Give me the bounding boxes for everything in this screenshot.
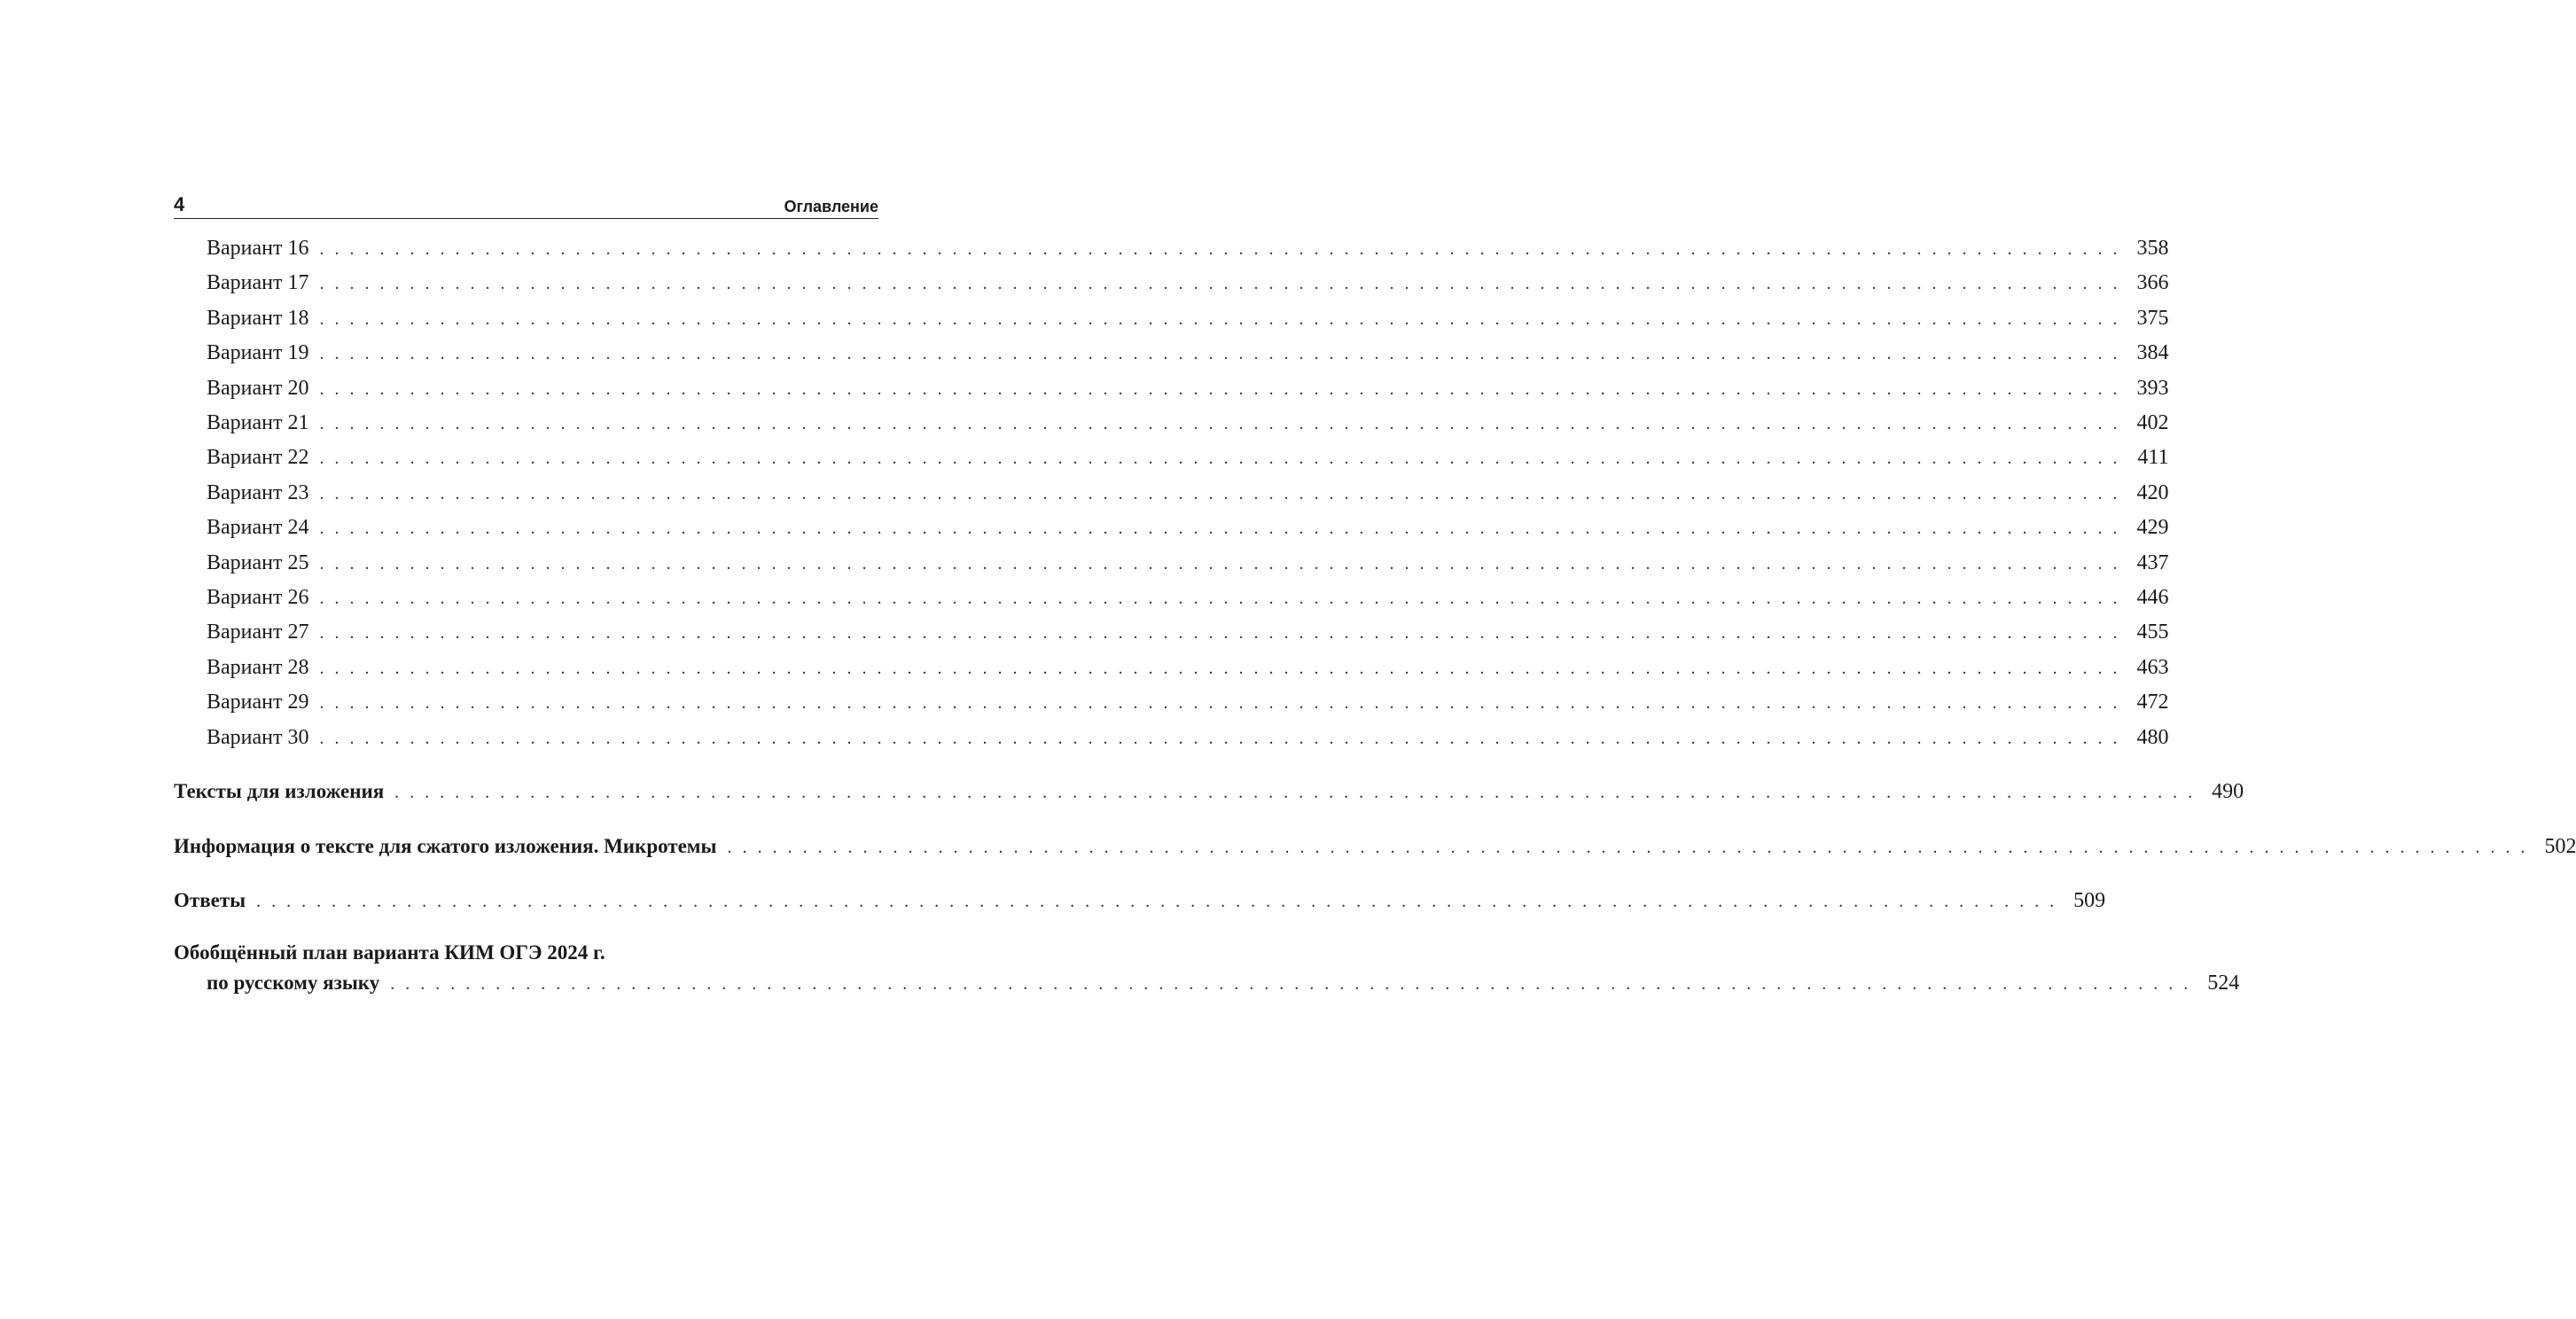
leader-dots: ........................................................................................................................ bbox=[319, 449, 2128, 469]
toc-entry-label: Обобщённый план варианта КИМ ОГЭ 2024 г. bbox=[174, 941, 605, 964]
toc-page-number: 446 bbox=[2136, 586, 2169, 610]
variant-list bbox=[174, 231, 2169, 755]
toc-page-number: 402 bbox=[2136, 411, 2169, 435]
toc-entry-label: Вариант 28 bbox=[207, 655, 309, 679]
toc-entry-variant[interactable] bbox=[174, 685, 2169, 720]
toc-entry-label: Вариант 27 bbox=[207, 620, 309, 644]
leader-dots: ........................................................................................................................ bbox=[319, 728, 2128, 748]
toc-entry-variant[interactable] bbox=[174, 651, 2169, 685]
leader-dots: ........................................................................................................................ bbox=[727, 837, 2536, 857]
toc-page-number: 455 bbox=[2136, 620, 2169, 644]
toc-entry-variant[interactable] bbox=[174, 336, 2169, 371]
toc-page-number: 463 bbox=[2136, 655, 2169, 679]
toc-entry-variant[interactable] bbox=[174, 371, 2169, 406]
toc-page-number: 420 bbox=[2136, 480, 2169, 504]
toc-page-number: 490 bbox=[2212, 780, 2244, 804]
running-header bbox=[174, 190, 878, 219]
toc-entry-label: Ответы bbox=[174, 888, 246, 911]
leader-dots: ........................................................................................................................ bbox=[319, 623, 2128, 644]
toc-entry-variant[interactable] bbox=[174, 476, 2169, 511]
toc-entry-label: Вариант 20 bbox=[207, 376, 309, 400]
toc-page-number: 480 bbox=[2136, 725, 2169, 749]
toc-entry-label: Вариант 25 bbox=[207, 550, 309, 574]
toc-entry-label: Вариант 21 bbox=[207, 411, 309, 435]
leader-dots: ........................................................................................................................ bbox=[319, 379, 2128, 399]
leader-dots: ........................................................................................................................ bbox=[319, 414, 2128, 434]
toc-page-number: 411 bbox=[2137, 446, 2169, 470]
toc-page-number: 502 bbox=[2544, 834, 2576, 858]
toc-page-number: 437 bbox=[2136, 550, 2169, 574]
toc-page-number: 429 bbox=[2136, 516, 2169, 540]
leader-dots: ........................................................................................................................ bbox=[256, 891, 2065, 911]
toc-entry-section[interactable] bbox=[174, 775, 2244, 809]
toc-entry-label: Вариант 30 bbox=[207, 725, 309, 749]
toc-entry-variant[interactable] bbox=[174, 301, 2169, 336]
toc-page-number: 393 bbox=[2136, 376, 2169, 400]
toc-entry-variant[interactable] bbox=[174, 615, 2169, 650]
toc-entry-label: Тексты для изложения bbox=[174, 780, 385, 803]
leader-dots: ........................................................................................................................ bbox=[319, 274, 2128, 294]
leader-dots: ........................................................................................................................ bbox=[319, 344, 2128, 364]
toc-entry-variant[interactable] bbox=[174, 511, 2169, 545]
leader-dots: ........................................................................................................................ bbox=[319, 519, 2128, 539]
toc-entry-variant[interactable] bbox=[174, 406, 2169, 441]
toc-entry-section[interactable] bbox=[174, 830, 2576, 864]
toc-page-number: 472 bbox=[2136, 691, 2169, 714]
toc-entry-variant[interactable] bbox=[174, 546, 2169, 581]
toc-entry-final-continued[interactable] bbox=[174, 968, 2240, 999]
toc-entry-label: Вариант 23 bbox=[207, 480, 309, 504]
leader-dots: ........................................................................................................................ bbox=[394, 783, 2204, 803]
leader-dots: ........................................................................................................................ bbox=[319, 483, 2128, 503]
toc-entry-variant[interactable] bbox=[174, 721, 2169, 755]
toc-entry-label: Вариант 22 bbox=[207, 446, 309, 470]
leader-dots: ........................................................................................................................ bbox=[319, 658, 2128, 678]
section-list bbox=[174, 755, 2576, 918]
leader-dots: ........................................................................................................................ bbox=[319, 308, 2128, 329]
toc-entry-label: Вариант 29 bbox=[207, 691, 309, 714]
toc-page-number: 509 bbox=[2073, 888, 2106, 912]
table-of-contents bbox=[174, 231, 2576, 999]
leader-dots: ........................................................................................................................ bbox=[390, 974, 2199, 995]
toc-entry-label: Информация о тексте для сжатого изложения. Микротемы bbox=[174, 834, 717, 857]
toc-entry-variant[interactable] bbox=[174, 581, 2169, 615]
toc-entry-label: Вариант 17 bbox=[207, 271, 309, 295]
running-title: Оглавление bbox=[784, 198, 878, 215]
toc-entry-final[interactable] bbox=[174, 938, 878, 968]
toc-page-number: 524 bbox=[2207, 972, 2240, 995]
toc-entry-label: Вариант 16 bbox=[207, 237, 309, 260]
leader-dots: ........................................................................................................................ bbox=[319, 239, 2128, 259]
toc-page-number: 375 bbox=[2136, 306, 2169, 330]
toc-page-number: 358 bbox=[2136, 237, 2169, 260]
toc-entry-variant[interactable] bbox=[174, 441, 2169, 475]
toc-entry-variant[interactable] bbox=[174, 231, 2169, 266]
toc-entry-variant[interactable] bbox=[174, 266, 2169, 300]
toc-entry-label: Вариант 19 bbox=[207, 341, 309, 365]
toc-entry-label: Вариант 24 bbox=[207, 516, 309, 540]
toc-entry-label: по русскому языку bbox=[207, 972, 380, 995]
leader-dots: ........................................................................................................................ bbox=[319, 553, 2128, 574]
leader-dots: ........................................................................................................................ bbox=[319, 693, 2128, 714]
page-number: 4 bbox=[174, 193, 185, 215]
toc-page-number: 366 bbox=[2136, 271, 2169, 295]
toc-entry-label: Вариант 26 bbox=[207, 586, 309, 610]
toc-page-number: 384 bbox=[2136, 341, 2169, 365]
leader-dots: ........................................................................................................................ bbox=[319, 589, 2128, 609]
toc-entry-label: Вариант 18 bbox=[207, 306, 309, 330]
toc-entry-section[interactable] bbox=[174, 884, 2106, 918]
toc-page bbox=[174, 190, 2576, 999]
